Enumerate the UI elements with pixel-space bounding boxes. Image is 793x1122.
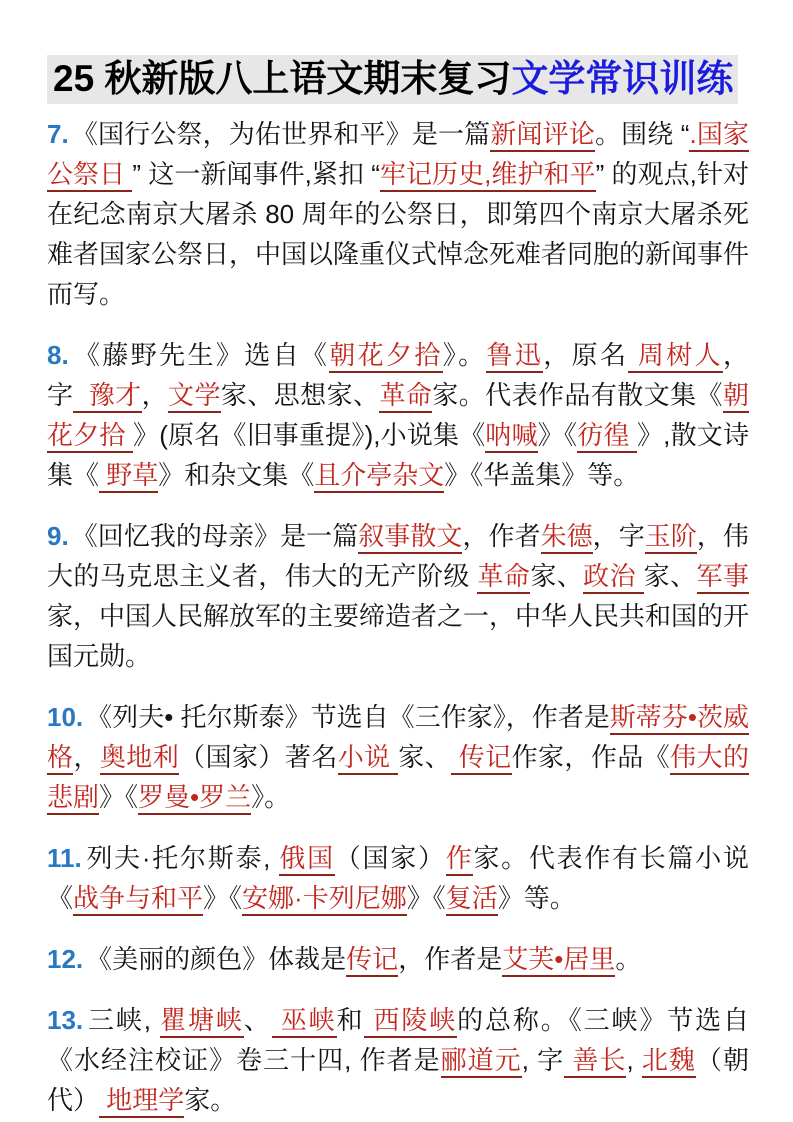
answer-blank: 政治 (583, 561, 644, 594)
item-number: 13. (47, 1005, 84, 1035)
answer-blank: 新闻评论 (490, 119, 595, 152)
text-segment: 》《华盖集》等。 (444, 460, 640, 490)
item-number: 8. (47, 340, 69, 370)
answer-blank: 玉阶 (645, 521, 697, 554)
answer-blank: 俄国 (279, 843, 334, 876)
answer-blank: 朱德 (541, 521, 593, 554)
text-segment: 》(原名《旧事重提》),小说集《 (133, 420, 486, 450)
text-segment: 家、思想家、 (220, 380, 380, 410)
answer-blank: 叙事散文 (358, 521, 462, 554)
answer-blank: 彷徨 (577, 420, 637, 453)
text-segment: 、 (243, 1005, 272, 1035)
item-number: 10. (47, 702, 84, 732)
text-segment: 家。 (184, 1085, 237, 1115)
text-segment: 》《 (203, 883, 243, 913)
text-segment: （国家）著名 (179, 742, 338, 772)
text-segment: ， (73, 742, 100, 772)
document-body (47, 114, 749, 1120)
text-segment: 列夫·托尔斯泰, (84, 843, 280, 873)
text-segment: （国家） (334, 843, 446, 873)
answer-blank: 艾芙•居里 (502, 944, 615, 977)
answer-blank: 传记 (451, 742, 512, 775)
text-segment: ，字 (592, 521, 645, 551)
page-title-blue: 文学常识训练 (511, 58, 734, 99)
text-segment: 》,散文诗集《 (47, 420, 749, 490)
text-segment: 。围绕 “ (594, 119, 690, 149)
answer-blank: 奥地利 (100, 742, 179, 775)
answer-blank: 革命 (477, 561, 530, 594)
item-number: 11. (47, 843, 82, 873)
answer-blank: .国家公祭日 (47, 119, 749, 192)
text-segment: 的总称。《三峡》节选自《水经注校证》卷三十四, 作者是 (47, 1005, 749, 1075)
answer-blank: 且介亭杂文 (314, 460, 444, 493)
item-number: 12. (47, 944, 84, 974)
text-segment: 和 (336, 1005, 365, 1035)
text-segment: , 字 (521, 1045, 565, 1075)
answer-blank: 地理学 (99, 1085, 184, 1118)
answer-blank: 北魏 (642, 1045, 696, 1078)
answer-blank: 呐喊 (485, 420, 537, 453)
answer-blank: 西陵峡 (364, 1005, 457, 1038)
text-segment: 家、 (530, 561, 584, 591)
question-item (47, 516, 749, 676)
answer-blank: 军事 (697, 561, 749, 594)
answer-blank: 复活 (446, 883, 498, 916)
text-segment: 》等。 (497, 883, 576, 913)
answer-blank: 朝花夕拾 (329, 340, 442, 373)
answer-blank: 鲁迅 (486, 340, 543, 373)
answer-blank: 豫才 (73, 380, 141, 413)
answer-blank: 郦道元 (441, 1045, 522, 1078)
answer-blank: 作 (446, 843, 474, 876)
answer-blank: 巫峡 (272, 1005, 337, 1038)
text-segment: （朝代） (47, 1045, 749, 1115)
answer-blank: 小说 (338, 742, 399, 775)
text-segment: ，作者是 (398, 944, 503, 974)
answer-blank: 朝花夕拾 (47, 380, 749, 453)
question-item (47, 697, 749, 817)
answer-blank: 革命 (379, 380, 432, 413)
question-item (47, 335, 749, 495)
text-segment: 《美丽的颜色》体裁是 (86, 944, 347, 974)
text-segment: 》《 (406, 883, 446, 913)
text-segment: ， (141, 380, 169, 410)
text-segment: 三峡, (86, 1005, 161, 1035)
text-segment: ，作者 (462, 521, 541, 551)
text-segment: 家。代表作有长篇小说《 (47, 843, 749, 913)
text-segment: 》。 (442, 340, 487, 370)
text-segment: 家、 (643, 561, 697, 591)
text-segment: 》《 (537, 420, 578, 450)
text-segment: 家，中国人民解放军的主要缔造者之一，中华人民共和国的开国元勋。 (47, 601, 750, 671)
text-segment: 》《 (99, 782, 139, 812)
answer-blank: 善长 (564, 1045, 626, 1078)
text-segment: 《列夫• 托尔斯泰》节选自《三作家》，作者是 (86, 702, 610, 732)
text-segment: 《国行公祭，为佑世界和平》是一篇 (71, 119, 491, 149)
text-segment: ，原名 (543, 340, 629, 370)
answer-blank: 斯蒂芬•茨威格 (47, 702, 749, 775)
question-item (47, 1000, 749, 1120)
text-segment: ” 的观点,针对在纪念南京大屠杀 80 周年的公祭日，即第四个南京大屠杀死难者国家公祭日，中国以隆重仪式悼念死难者同胞的新闻事件而写。 (47, 159, 750, 309)
answer-blank: 瞿塘峡 (160, 1005, 244, 1038)
text-segment: 《回忆我的母亲》是一篇 (71, 521, 359, 551)
text-segment: ” 这一新闻事件,紧扣 “ (132, 159, 380, 189)
text-segment: 家、 (398, 742, 452, 772)
text-segment: 作家，作品《 (511, 742, 671, 772)
answer-blank: 伟大的悲剧 (47, 742, 749, 815)
text-segment: ，字 (47, 340, 749, 410)
text-segment: 。 (615, 944, 642, 974)
text-segment: 》。 (251, 782, 291, 812)
page-title (47, 55, 738, 104)
answer-blank: 传记 (346, 944, 398, 977)
answer-blank: 安娜·卡列尼娜 (242, 883, 407, 916)
answer-blank: 周树人 (628, 340, 723, 373)
text-segment: 家。代表作品有散文集《 (432, 380, 723, 410)
question-item (47, 838, 749, 918)
question-item (47, 939, 749, 979)
item-number: 7. (47, 119, 69, 149)
answer-blank: 牢记历史,维护和平 (380, 159, 596, 192)
text-segment: 《藤野先生》选自《 (71, 340, 330, 370)
answer-blank: 战争与和平 (73, 883, 203, 916)
item-number: 9. (47, 521, 69, 551)
answer-blank: 文学 (168, 380, 221, 413)
answer-blank: 罗曼•罗兰 (138, 782, 251, 815)
page-title-black: 25 秋新版八上语文期末复习 (53, 58, 512, 99)
answer-blank: 野草 (99, 460, 158, 493)
question-item (47, 114, 749, 314)
text-segment: ，伟大的马克思主义者，伟大的无产阶级 (47, 521, 749, 591)
text-segment: , (626, 1045, 642, 1075)
text-segment: 》和杂文集《 (158, 460, 315, 490)
